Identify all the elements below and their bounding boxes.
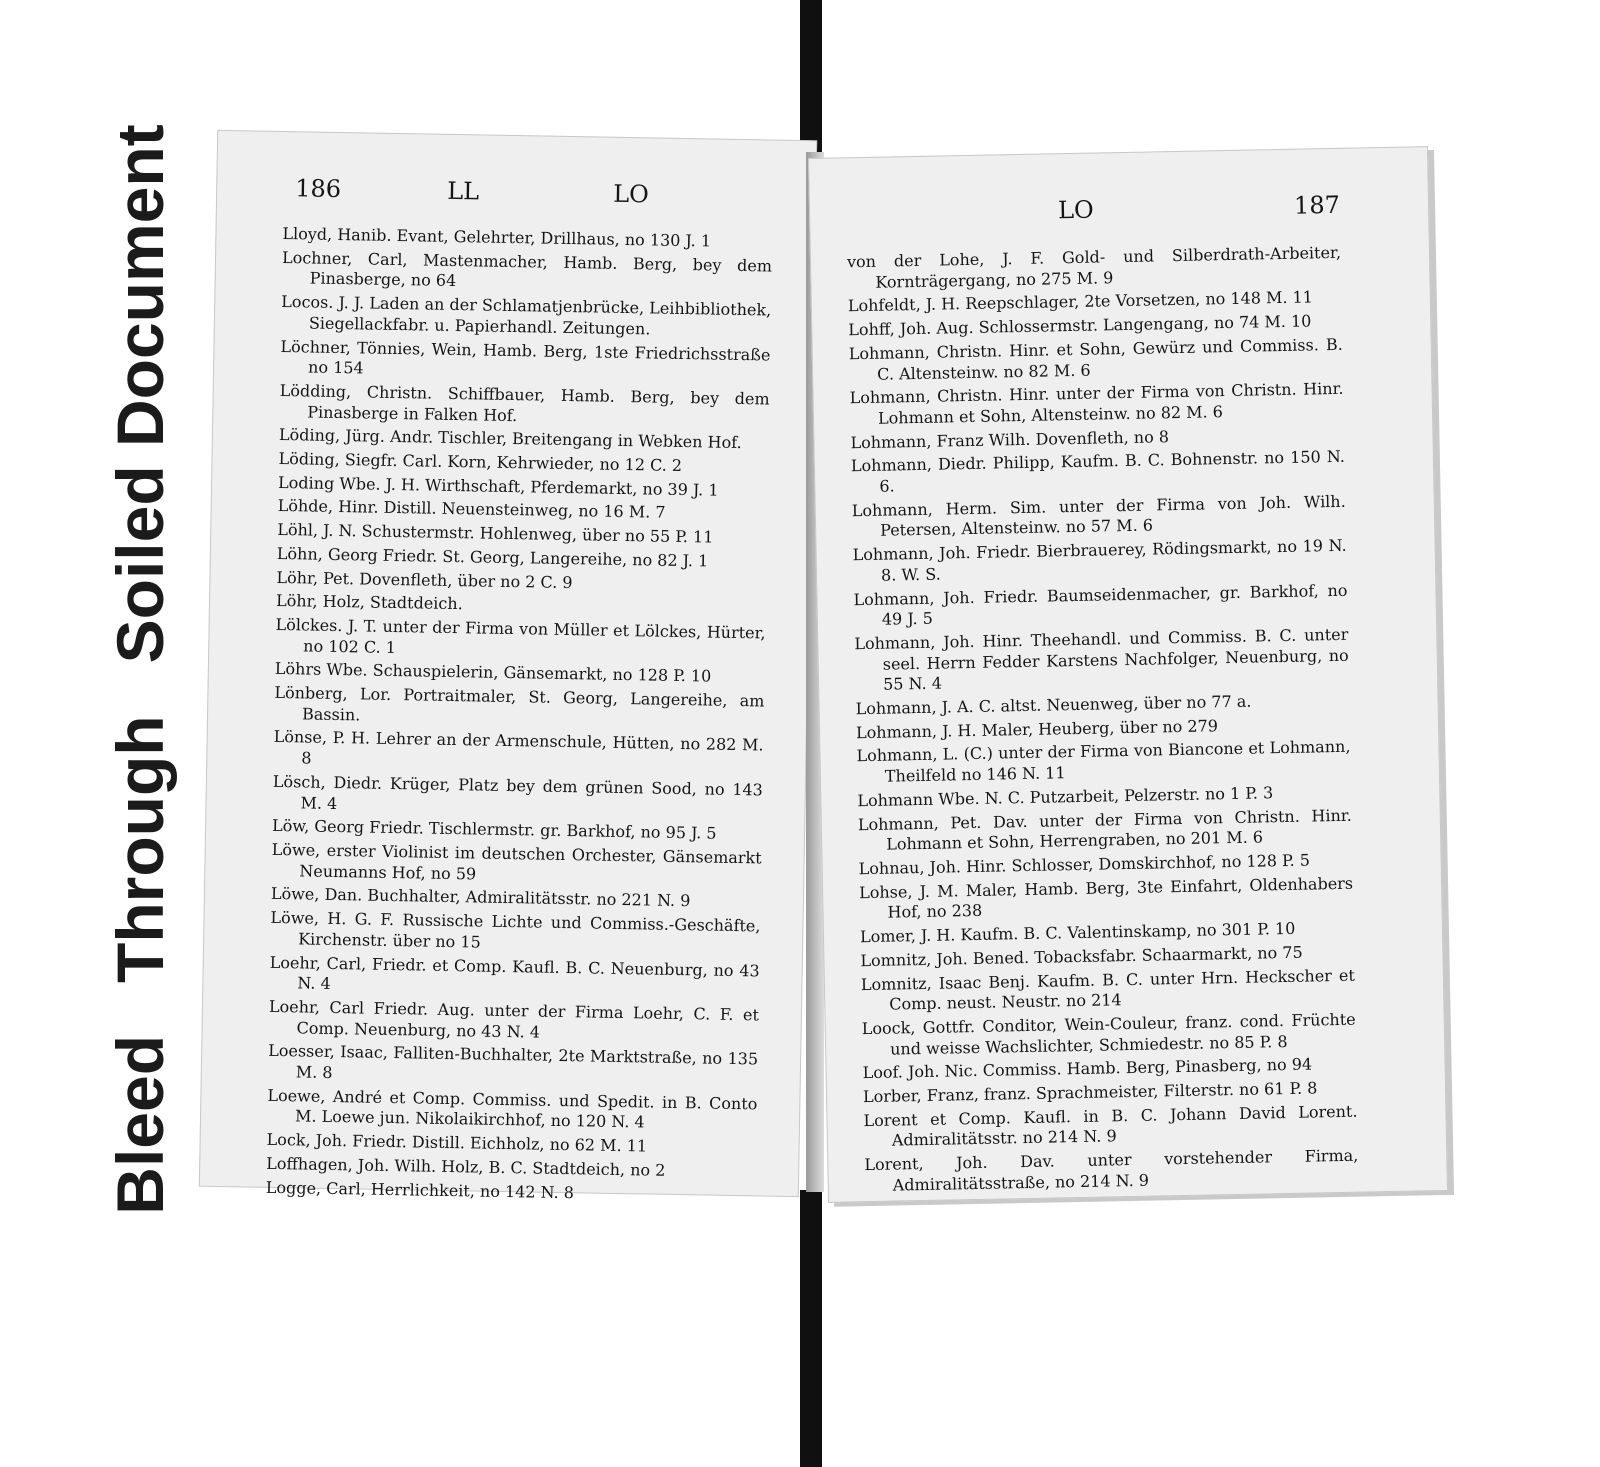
directory-entry-text: Locos. J. J. Laden an der Schlamatjenbrücke, Leihbibliothek, Siegellackfabr. u. Papierhandl. Zeitungen. [281,292,772,339]
directory-entry [280,336,771,386]
directory-entry-text: Löhde, Hinr. Distill. Neuensteinweg, no 16 M. 7 [277,496,666,523]
left-page-number: 186 [295,174,342,204]
side-label-word-bleed: Bleed [103,1034,177,1215]
directory-entry [274,683,765,733]
directory-entry-text: Loof. Joh. Nic. Commiss. Hamb. Berg, Pinasberg, no 94 [862,1054,1313,1083]
directory-entry-text: Lohmann, Diedr. Philipp, Kaufm. B. C. Bohnenstr. no 150 N. 6. [850,447,1346,496]
directory-entry-text: Loffhagen, Joh. Wilh. Holz, B. C. Stadtdeich, no 2 [266,1153,666,1180]
directory-entry-text: Lohmann, Christn. Hinr. et Sohn, Gewürz und Commiss. B. C. Altensteinw. no 82 M. 6 [848,334,1343,384]
directory-entry [268,997,759,1047]
directory-entry-text: Lomnitz, Isaac Benj. Kaufm. B. C. unter Hrn. Heckscher et Comp. neust. Neustr. no 214 [860,965,1355,1014]
directory-entry-text: Lösch, Diedr. Krüger, Platz bey dem grünen Sood, no 143 M. 4 [272,771,763,813]
directory-entry-text: Löding, Siegfr. Carl. Korn, Kehrwieder, no 12 C. 2 [278,448,683,476]
directory-entry-text: Lohmann, Joh. Friedr. Baumseidenmacher, gr. Barkhof, no 49 J. 5 [853,580,1348,629]
directory-entry-text: Loock, Gottfr. Conditor, Wein-Couleur, franz. cond. Früchte und weisse Wachslichter, Schmiedestr. no 85 P. 8 [861,1009,1356,1059]
directory-entry-text: Lomer, J. H. Kaufm. B. C. Valentinskamp, no 301 P. 10 [859,918,1296,947]
directory-entry-text: Lloyd, Hanib. Evant, Gelehrter, Drillhaus, no 130 J. 1 [282,223,712,251]
directory-entry [849,379,1344,430]
directory-entry [859,873,1354,924]
directory-entry-text: Löhrs Wbe. Schauspielerin, Gänsemarkt, no 128 P. 10 [274,659,712,686]
directory-entry [852,536,1347,587]
directory-entry [281,248,772,298]
directory-entry-text: Löhr, Holz, Stadtdeich. [275,591,463,614]
directory-entry-text: Löwe, Dan. Buchhalter, Admiralitätsstr. no 221 N. 9 [270,884,691,911]
directory-entry-text: Lock, Joh. Friedr. Distill. Eichholz, no 62 M. 11 [266,1129,648,1156]
left-page [199,130,817,1202]
directory-entry-text: Lohnau, Joh. Hinr. Schlosser, Domskirchhof, no 128 P. 5 [858,850,1311,879]
side-label [95,124,185,1215]
left-entry-list [266,224,773,1210]
side-label-word-soiled: Soiled Document [103,124,177,664]
directory-entry-text: Lohmann, J. A. C. altst. Neuenweg, über no 77 a. [855,691,1252,719]
directory-entry [847,243,1342,294]
directory-entry-text: Lönberg, Lor. Portraitmaler, St. Georg, Langereihe, am Bassin. [274,682,765,725]
directory-entry [851,447,1346,498]
directory-entry-text: Lohmann, Herm. Sim. unter der Firma von Joh. Wilh. Petersen, Altensteinw. no 57 M. 6 [851,491,1346,541]
directory-entry [271,840,762,890]
directory-entry [849,335,1344,386]
directory-entry [854,625,1349,697]
directory-entry-text: Lohff, Joh. Aug. Schlossermstr. Langengang, no 74 M. 10 [848,311,1312,340]
directory-entry-text: Löhr, Pet. Dovenfleth, über no 2 C. 9 [276,567,573,592]
right-header-section: LO [1057,195,1094,225]
directory-entry-text: Lohmann, Pet. Dav. unter der Firma von Christn. Hinr. Lohmann et Sohn, Herrengraben, no 201 M. 6 [857,805,1352,854]
directory-entry-text: Lölckes. J. T. unter der Firma von Müller et Lölckes, Hürter, no 102 C. 1 [275,614,766,657]
directory-entry-text: Löchner, Tönnies, Wein, Hamb. Berg, 1ste Friedrichsstraße no 154 [280,336,771,378]
directory-entry-text: Lönse, P. H. Lehrer an der Armenschule, Hütten, no 282 M. 8 [273,727,764,768]
directory-entry-text: Loewe, André et Comp. Commiss. und Spedit. in B. Conto M. Loewe jun. Nikolaikirchhof, no 120 N. 4 [267,1085,758,1132]
directory-entry-text: Lorber, Franz, franz. Sprachmeister, Filterstr. no 61 P. 8 [862,1078,1318,1107]
directory-entry [272,772,763,822]
directory-entry [853,580,1348,631]
directory-entry-text: von der Lohe, J. F. Gold- und Silberdrath-Arbeiter, Kornträgergang, no 275 M. 9 [846,242,1342,292]
directory-entry-text: Lorent, Joh. Dav. unter vorstehender Firma, Admiralitätsstraße, no 214 N. 9 [864,1145,1359,1195]
left-header-letters: LL [446,176,480,206]
directory-entry [267,1086,758,1136]
directory-entry-text: Löhn, Georg Friedr. St. Georg, Langereihe, no 82 J. 1 [276,543,709,571]
directory-entry-text: Löwe, H. G. F. Russische Lichte und Commiss.-Geschäfte, Kirchenstr. über no 15 [270,907,761,952]
directory-entry-text: Lohse, J. M. Maler, Hamb. Berg, 3te Einfahrt, Oldenhabers Hof, no 238 [858,873,1354,923]
directory-entry-text: Löding, Jürg. Andr. Tischler, Breitengang in Webken Hof. [278,425,742,453]
directory-entry-text: Löhl, J. N. Schustermstr. Hohlenweg, über no 55 P. 11 [277,520,714,547]
directory-entry-text: Lochner, Carl, Mastenmacher, Hamb. Berg, bey dem Pinasberge, no 64 [281,247,773,291]
directory-entry-text: Löwe, erster Violinist im deutschen Orchester, Gänsemarkt Neumanns Hof, no 59 [271,839,762,884]
directory-entry [858,805,1353,856]
directory-entry [852,492,1347,543]
side-label-word-through: Through [103,715,177,983]
directory-entry [270,908,761,958]
directory-entry-text: Lohmann, L. (C.) unter der Firma von Biancone et Lohmann, Theilfeld no 146 N. 11 [856,737,1351,786]
directory-entry [281,292,772,342]
left-header-section: LO [612,179,650,209]
directory-entry-text: Lohmann Wbe. N. C. Putzarbeit, Pelzerstr. no 1 P. 3 [857,783,1274,811]
directory-entry [266,1177,756,1206]
directory-entry-text: Loehr, Carl Friedr. Aug. unter der Firma Loehr, C. F. et Comp. Neuenburg, no 43 N. 4 [268,996,760,1042]
right-entry-list [847,243,1359,1200]
directory-entry-text: Loehr, Carl, Friedr. et Comp. Kaufl. B. C. Neuenburg, no 43 N. 4 [269,952,760,994]
directory-entry [862,1010,1357,1061]
right-page [808,146,1448,1203]
right-page-number: 187 [1293,190,1341,220]
directory-entry [279,381,770,431]
directory-entry [856,737,1351,788]
directory-entry [861,965,1356,1016]
directory-entry-text: Loesser, Isaac, Falliten-Buchhalter, 2te Marktstraße, no 135 M. 8 [268,1041,759,1083]
directory-entry-text: Logge, Carl, Herrlichkeit, no 142 N. 8 [265,1177,575,1202]
directory-entry-text: Lohmann, J. H. Maler, Heuberg, über no 279 [855,716,1219,742]
directory-entry-text: Lomnitz, Joh. Bened. Tobacksfabr. Schaarmarkt, no 75 [860,942,1303,970]
directory-entry-text: Lohmann, Christn. Hinr. unter der Firma von Christn. Hinr. Lohmann et Sohn, Altensteinw. no 82 M. 6 [849,379,1344,428]
directory-entry [268,1041,759,1091]
directory-entry-text: Lorent et Comp. Kaufl. in B. C. Johann David Lorent. Admiralitätsstr. no 214 N. 9 [863,1101,1358,1151]
directory-entry [863,1101,1358,1152]
directory-entry [864,1146,1359,1197]
directory-entry [273,727,764,777]
directory-entry-text: Lohmann, Joh. Hinr. Theehandl. und Commiss. B. C. unter seel. Herrn Fedder Karstens Nachfolger, Neuenburg, no 55 N. 4 [854,624,1349,695]
binding-strap-bottom [800,1190,822,1467]
directory-entry-text: Lohfeldt, J. H. Reepschlager, 2te Vorsetzen, no 148 M. 11 [847,287,1314,316]
directory-entry [275,615,766,665]
directory-entry-text: Löw, Georg Friedr. Tischlermstr. gr. Barkhof, no 95 J. 5 [271,816,717,843]
binding-strap-top [800,0,822,160]
directory-entry-text: Lohmann, Joh. Friedr. Bierbrauerey, Rödingsmarkt, no 19 N. 8. W. S. [852,535,1347,585]
directory-entry-text: Lödding, Christn. Schiffbauer, Hamb. Berg, bey dem Pinasberge in Falken Hof. [279,380,770,425]
directory-entry [269,952,760,1002]
directory-entry-text: Lohmann, Franz Wilh. Dovenfleth, no 8 [850,426,1170,452]
directory-entry-text: Loding Wbe. J. H. Wirthschaft, Pferdemarkt, no 39 J. 1 [277,472,719,500]
